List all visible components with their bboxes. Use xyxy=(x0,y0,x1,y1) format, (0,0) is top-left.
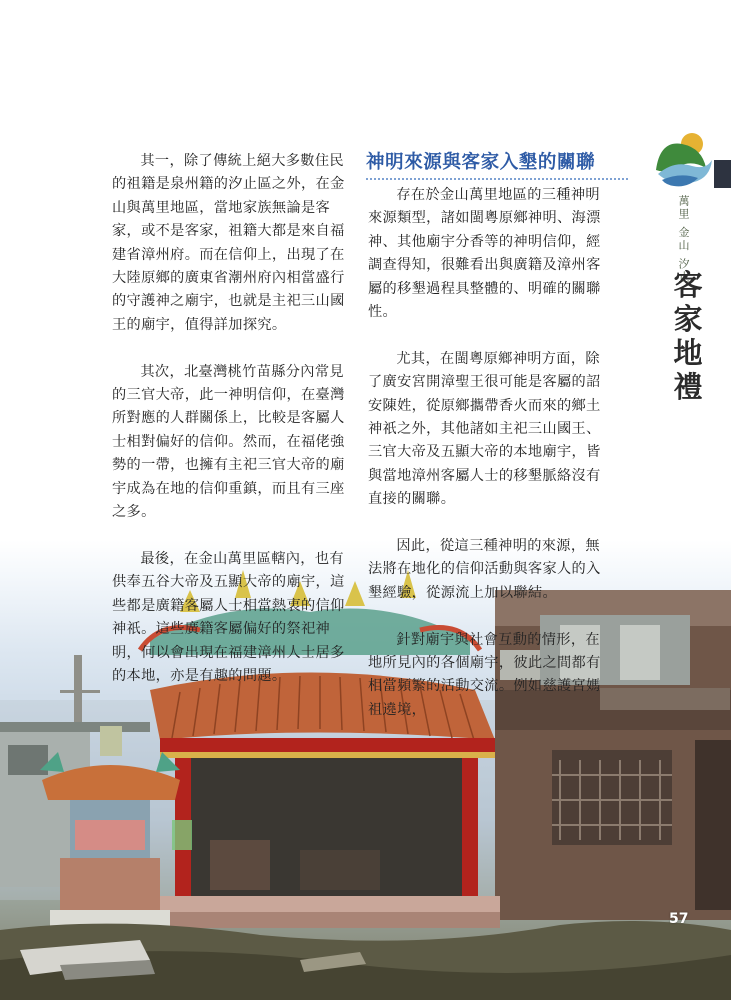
section-title: 神明來源與客家入墾的關聯 xyxy=(366,148,628,180)
right-paragraph-3: 因此，從這三種神明的來源，無法將在地化的信仰活動與客家人的入墾經驗，從源流上加以聯結。 xyxy=(368,538,601,601)
page-number: 57 xyxy=(669,911,689,927)
right-paragraph-2: 尤其，在閩粵原鄉神明方面，除了廣安宮開漳聖王很可能是客屬的詔安陳姓，從原鄉攜帶香火而來的鄉土神祇之外，其他諸如主祀三山國王、三官大帝及五顯大帝的本地廟宇，皆與當地漳州客屬人士的移墾脈絡沒有直接的關聯。 xyxy=(368,350,601,508)
side-tab-marker xyxy=(714,160,731,188)
right-paragraph-1: 存在於金山萬里地區的三種神明來源類型，諸如閩粵原鄉神明、海漂神、其他廟宇分香等的神明信仰，經調查得知，很難看出與廣籍及漳州客屬的移墾過程具整體的、明確的關聯性。 xyxy=(368,187,601,321)
right-column xyxy=(368,184,608,746)
left-paragraph-1: 其一，除了傳統上絕大多數住民的祖籍是泉州籍的汐止區之外，在金山與萬里地區，當地家族無論是客家，或不是客家，祖籍大都是來自福建省漳州府。而在信仰上，出現了在大陸原鄉的廣東省潮州府內相當盛行的守護神之廟宇，也就是主祀三山國王的廟宇，值得詳加探究。 xyxy=(112,153,345,333)
series-tag-line: 萬里 金山 汐止 xyxy=(677,195,690,284)
right-paragraph-4: 針對廟宇與社會互動的情形，在地所見內的各個廟宇，彼此之間都有相當頻繁的活動交流。例如慈護宮媽祖遶境， xyxy=(368,631,601,718)
mountain-wave-logo-icon xyxy=(652,130,714,192)
left-paragraph-3: 最後，在金山萬里區轄內，也有供奉五谷大帝及五顯大帝的廟宇，這些都是廣籍客屬人士相當熱衷的信仰神祇。這些廣籍客屬偏好的祭祀神明，何以會出現在福建漳州人士居多的本地，亦是有趣的問題。 xyxy=(112,550,345,684)
series-name: 客家地禮 xyxy=(673,268,703,404)
left-column xyxy=(112,150,356,712)
left-paragraph-2: 其次，北臺灣桃竹苗縣分內常見的三官大帝，此一神明信仰，在臺灣所對應的人群關係上，比較是客屬人士相對偏好的信仰。然而，在福佬強勢的一帶，也擁有主祀三官大帝的廟宇成為在地的信仰重鎮，而且有三座之多。 xyxy=(112,363,345,521)
